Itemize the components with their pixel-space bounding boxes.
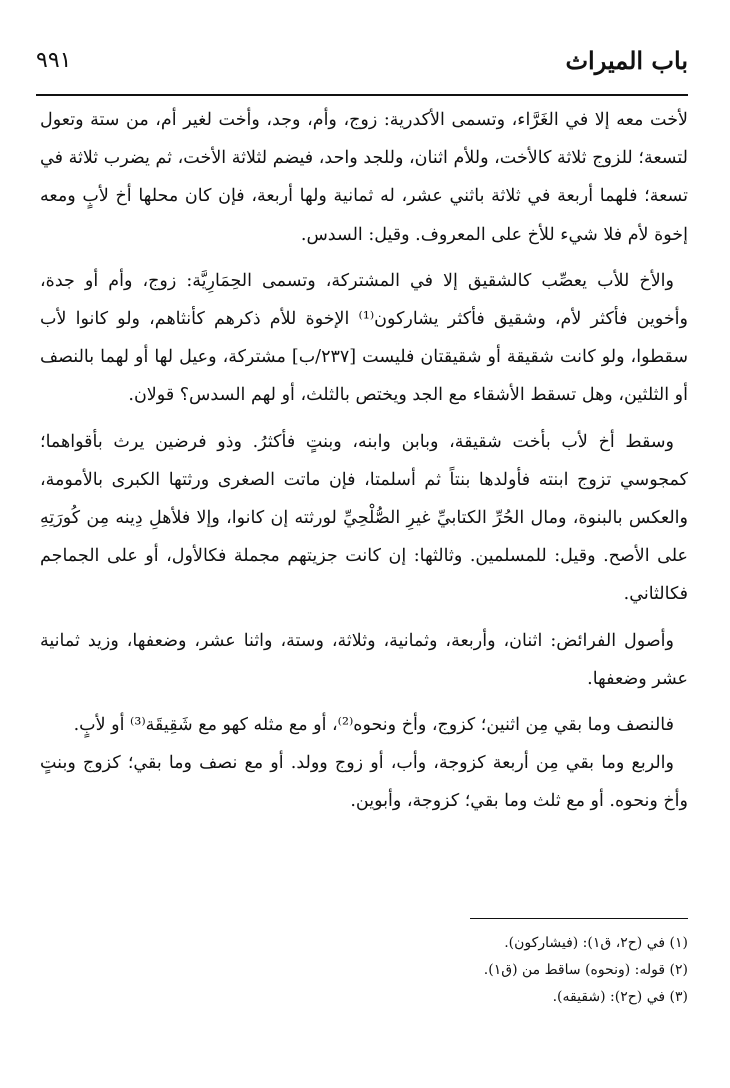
- paragraph: فالنصف وما بقي مِن اثنين؛ كزوج، وأخ ونحوه⁽²⁾، أو مع مثله كهو مع شَقِيقَة⁽³⁾ أو لأبٍ.: [73, 715, 674, 736]
- main-text: [40, 101, 688, 821]
- footnote-rule: [470, 918, 688, 919]
- page-number: ٩٩١: [36, 48, 72, 73]
- footnote: (٣) في (ح٢): (شقيقه).: [552, 989, 688, 1005]
- paragraph: وأصول الفرائض: اثنان، وأربعة، وثمانية، وثلاثة، وستة، واثنا عشر، وضعفها، وزيد ثمانية عشر وضعفها.: [40, 630, 688, 689]
- paragraph: لأخت معه إلا في الغَرَّاء، وتسمى الأكدرية: زوج، وأم، وجد، وأخت لغير أم، من ستة وتعول لتسعة؛ للزوج ثلاثة كالأخت، وللأم اثنان، وللجد واحد، فيضم لثلاثة الأخت، ثم يضرب ثلاثة في تسعة؛ فلهما أربعة في ثلاثة باثني عشر، له ثمانية ولها أربعة، فإن كان محلها أخ لأبٍ ومعه إخوة لأم فلا شيء للأخ على المعروف. وقيل: السدس.: [40, 110, 688, 245]
- footnote: (٢) قوله: (ونحوه) ساقط من (ق١).: [483, 962, 688, 978]
- footnotes: [36, 930, 688, 1011]
- chapter-title: باب الميراث: [565, 46, 688, 75]
- page-header: [36, 40, 688, 94]
- paragraph: والأخ للأب يعصِّب كالشقيق إلا في المشتركة، وتسمى الحِمَارِيَّة: زوج، وأم أو جدة، وأخوين فأكثر لأم، وشقيق فأكثر يشاركون⁽¹⁾ الإخوة للأم ذكرهم كأنثاهم، ولو كانوا لأب سقطوا، ولو كانت شقيقة أو شقيقتان فليست [٢٣٧/ب] مشتركة، وعيل لها أو لهما بالنصف أو الثلثين، وهل تسقط الأشقاء مع الجد ويختص بالثلث، أو لهم السدس؟ قولان.: [40, 270, 688, 406]
- header-rule: [36, 94, 688, 96]
- footnote: (١) في (ح٢، ق١): (فيشاركون).: [504, 935, 688, 951]
- paragraph: وسقط أخ لأب بأخت شقيقة، وبابن وابنه، وبنتٍ فأكثرُ. وذو فرضين يرث بأقواهما؛ كمجوسي تزوج ابنته فأولدها بنتاً ثم أسلمتا، فإن ماتت الصغرى ورثتها الكبرى بالأمومة، والعكس بالبنوة، ومال الحُرِّ الكتابيِّ غيرِ الصُّلْحِيِّ لورثته إن كانوا، وإلا فلأهلِ دِينه مِن كُورَتِهِ على الأصح. وقيل: للمسلمين. وثالثها: إن كانت جزيتهم مجملة فكالأول، أو على الجماجم فكالثاني.: [40, 431, 688, 605]
- paragraph: والربع وما بقي مِن أربعة كزوجة، وأب، أو زوج وولد. أو مع نصف وما بقي؛ كزوج وبنتٍ وأخ ونحوه. أو مع ثلث وما بقي؛ كزوجة، وأبوين.: [40, 753, 688, 812]
